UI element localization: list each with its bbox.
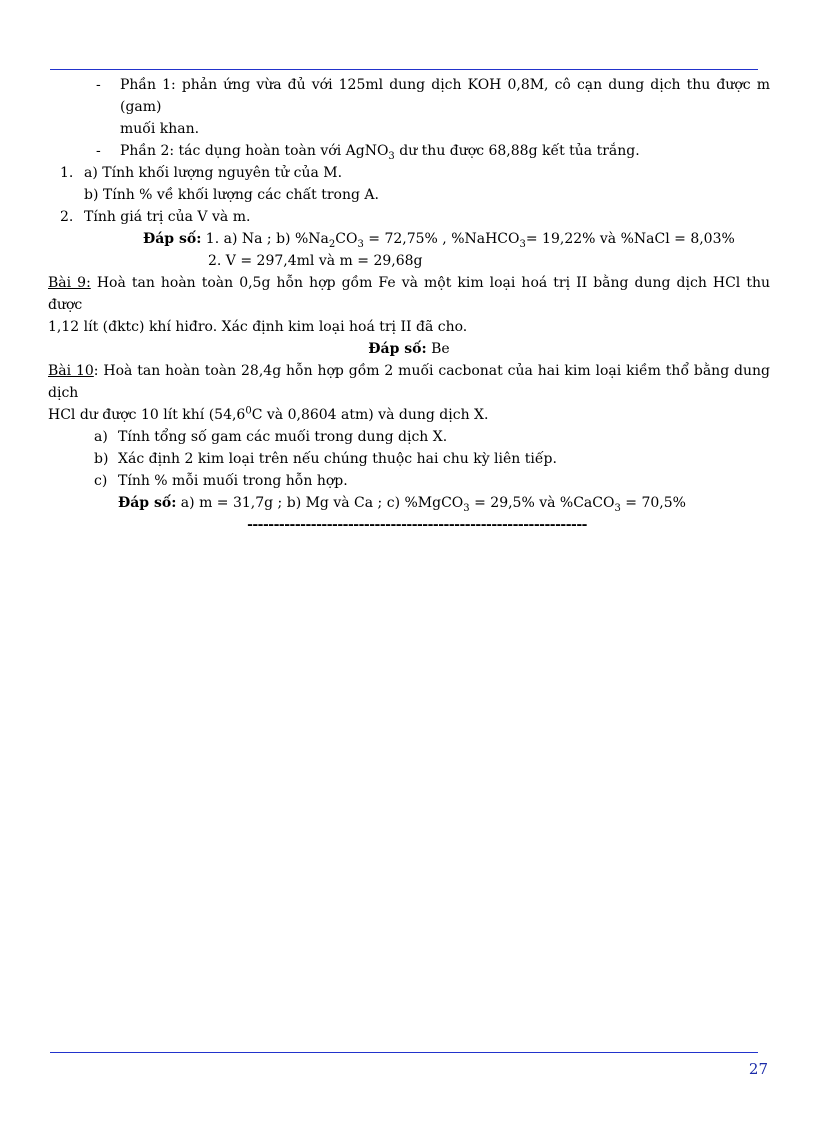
document-body bbox=[48, 74, 770, 536]
question-number: 2. bbox=[60, 209, 74, 225]
exercise-9-answer bbox=[48, 338, 770, 360]
subscript: 3 bbox=[357, 238, 364, 250]
section-separator: ---------------------------------------------------------------- bbox=[247, 517, 587, 533]
question-1a: a) Tính khối lượng nguyên tử của M. bbox=[84, 165, 343, 181]
question-1b: b) Tính % về khối lượng các chất trong A. bbox=[84, 187, 379, 203]
part2-item bbox=[48, 140, 770, 162]
part2-text: Phần 2: tác dụng hoàn toàn với AgNO bbox=[120, 143, 389, 159]
page-number: 27 bbox=[748, 1060, 768, 1078]
answer-text: 1. a) Na ; b) %Na bbox=[201, 231, 329, 247]
subscript: 3 bbox=[519, 238, 526, 250]
answer-line-2: 2. V = 297,4ml và m = 29,68g bbox=[208, 253, 423, 269]
answer-text: a) m = 31,7g ; b) Mg và Ca ; c) %MgCO bbox=[176, 495, 464, 511]
part1-continuation: muối khan. bbox=[120, 121, 200, 137]
answer-text: = 70,5% bbox=[620, 495, 686, 511]
exercise-10-label: Bài 10 bbox=[48, 363, 94, 379]
sub-question-text: Xác định 2 kim loại trên nếu chúng thuộc hai chu kỳ liên tiếp. bbox=[118, 451, 557, 467]
answer-text: = 29,5% và %CaCO bbox=[469, 495, 615, 511]
exercise-9-label: Bài 9: bbox=[48, 275, 91, 291]
exercise-9-continuation: 1,12 lít (đktc) khí hiđro. Xác định kim loại hoá trị II đã cho. bbox=[48, 319, 468, 335]
exercise-9-text: Hoà tan hoàn toàn 0,5g hỗn hợp gồm Fe và một kim loại hoá trị II bằng dung dịch HCl thu được bbox=[48, 275, 770, 313]
exercise-10-continuation bbox=[48, 404, 770, 426]
footer-rule bbox=[50, 1052, 758, 1053]
sub-question-text: Tính tổng số gam các muối trong dung dịch X. bbox=[118, 429, 448, 445]
question-number: 1. bbox=[60, 165, 74, 181]
header-rule bbox=[50, 69, 758, 70]
exercise-10-answer bbox=[48, 492, 770, 514]
sub-question-label: c) bbox=[94, 473, 108, 489]
answer-label: Đáp số: bbox=[118, 495, 177, 511]
answer-label: Đáp số: bbox=[143, 231, 202, 247]
subscript: 2 bbox=[328, 238, 336, 250]
answer-line-1 bbox=[48, 228, 770, 250]
part1-text: Phần 1: phản ứng vừa đủ với 125ml dung dịch KOH 0,8M, cô cạn dung dịch thu được m (gam) bbox=[120, 77, 770, 115]
question-2-text: Tính giá trị của V và m. bbox=[84, 209, 251, 225]
bullet-dash: - bbox=[96, 77, 101, 93]
subscript: 3 bbox=[463, 502, 470, 514]
part2-text-end: dư thu được 68,88g kết tủa trắng. bbox=[394, 143, 640, 159]
question-2 bbox=[48, 206, 770, 228]
answer-text: CO bbox=[335, 231, 358, 247]
answer-text: = 19,22% và %NaCl = 8,03% bbox=[525, 231, 735, 247]
sub-question-label: b) bbox=[94, 451, 109, 467]
sub-question-label: a) bbox=[94, 429, 108, 445]
subscript: 3 bbox=[388, 150, 395, 162]
sub-question-text: Tính % mỗi muối trong hỗn hợp. bbox=[118, 473, 348, 489]
question-1 bbox=[48, 162, 770, 184]
sub-question-c bbox=[48, 470, 770, 492]
exercise-10-text: C và 0,8604 atm) và dung dịch X. bbox=[251, 407, 489, 423]
answer-label: Đáp số: bbox=[368, 341, 427, 357]
exercise-9 bbox=[48, 272, 770, 316]
sub-question-a bbox=[48, 426, 770, 448]
subscript: 3 bbox=[614, 502, 621, 514]
answer-text: Be bbox=[426, 341, 450, 357]
exercise-10 bbox=[48, 360, 770, 404]
answer-text: = 72,75% , %NaHCO bbox=[363, 231, 520, 247]
exercise-10-text: : Hoà tan hoàn toàn 28,4g hỗn hợp gồm 2 muối cacbonat của hai kim loại kiềm thổ bằng dung dịch bbox=[48, 363, 770, 401]
bullet-dash: - bbox=[96, 143, 101, 159]
sub-question-b bbox=[48, 448, 770, 470]
part1-item bbox=[48, 74, 770, 118]
superscript: 0 bbox=[245, 405, 252, 417]
exercise-10-text: HCl dư được 10 lít khí (54,6 bbox=[48, 407, 246, 423]
